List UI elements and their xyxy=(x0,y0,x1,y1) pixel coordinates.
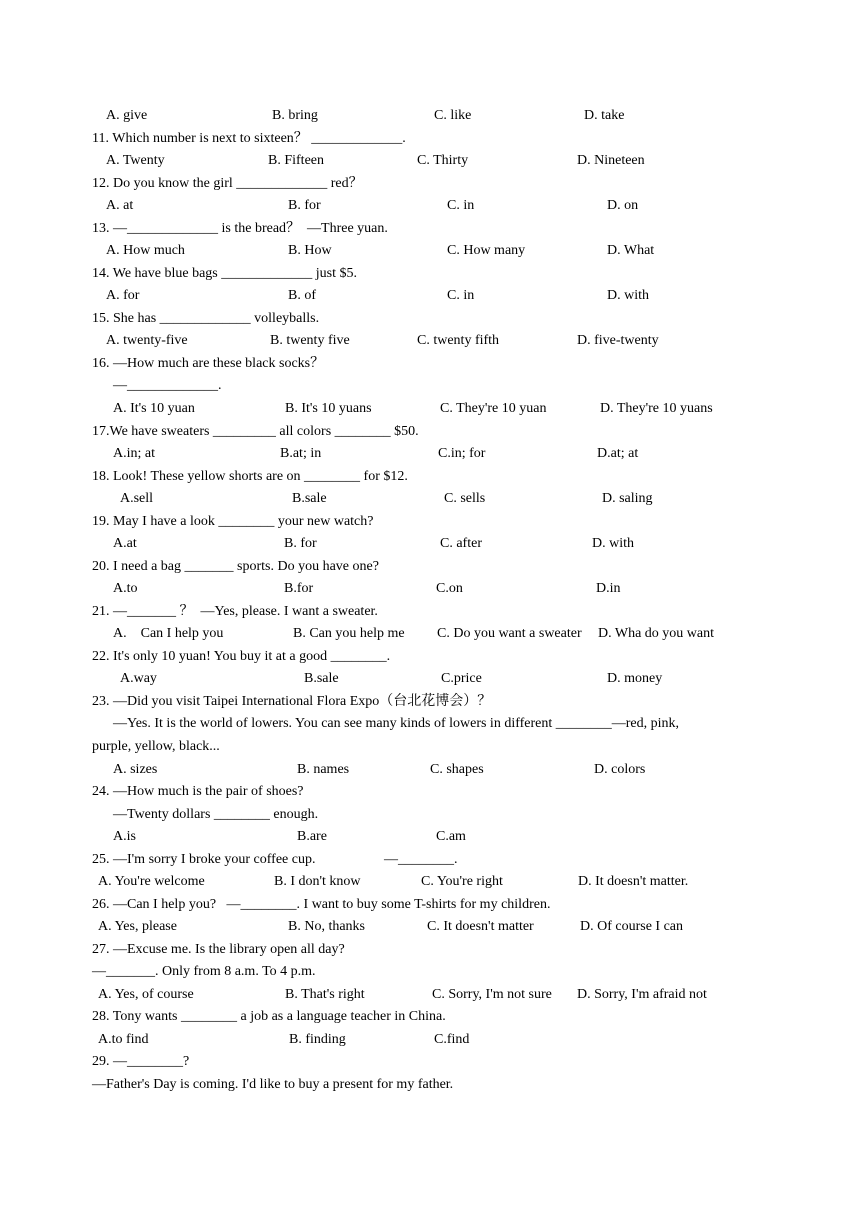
text-segment: 20. I need a bag _______ sports. Do you have one? xyxy=(92,559,379,574)
text-segment: 25. —I'm sorry I broke your coffee cup. xyxy=(92,852,316,867)
answer-option: D. on xyxy=(607,198,639,213)
answer-option: D. Of course I can xyxy=(580,919,684,934)
answer-option: B. of xyxy=(288,288,316,303)
answer-option: C.on xyxy=(436,581,463,596)
answer-option: D. saling xyxy=(602,491,653,506)
answer-option: A. Yes, please xyxy=(98,919,177,934)
answer-option: A. It's 10 yuan xyxy=(113,401,195,416)
answer-option: C. like xyxy=(434,108,472,123)
text-segment: 28. Tony wants ________ a job as a language teacher in China. xyxy=(92,1009,446,1024)
text-segment: 17.We have sweaters _________ all colors ________ $50. xyxy=(92,424,419,439)
answer-option: A. twenty-five xyxy=(106,333,188,348)
text-segment: 21. —_______ ？ —Yes, please. I want a sweater. xyxy=(92,604,378,619)
text-segment: 18. Look! These yellow shorts are on ________ for $12. xyxy=(92,469,408,484)
answer-option: A.sell xyxy=(120,491,154,506)
answer-option: D. five-twenty xyxy=(577,333,659,348)
answer-option: C. They're 10 yuan xyxy=(440,401,547,416)
text-segment: 13. —_____________ is the bread？ —Three yuan. xyxy=(92,221,388,236)
answer-option: C. in xyxy=(447,198,475,213)
answer-option: A.to find xyxy=(98,1032,149,1047)
answer-option: A. for xyxy=(106,288,140,303)
answer-option: B. It's 10 yuans xyxy=(285,401,372,416)
answer-option: B. for xyxy=(288,198,321,213)
text-segment: 15. She has _____________ volleyballs. xyxy=(92,311,320,326)
text-segment: —Yes. It is the world of lowers. You can see many kinds of lowers in different ________—red, pink, xyxy=(113,716,680,731)
answer-option: D. Wha do you want xyxy=(598,626,714,641)
answer-option: A. Twenty xyxy=(106,153,165,168)
answer-option: B.sale xyxy=(292,491,327,506)
answer-option: C. Sorry, I'm not sure xyxy=(432,987,552,1002)
answer-option: C. You're right xyxy=(421,874,503,889)
answer-option: A.is xyxy=(113,829,136,844)
text-segment: 12. Do you know the girl _____________ red？ xyxy=(92,176,363,191)
text-segment: purple, yellow, black... xyxy=(92,739,220,754)
answer-option: A.in; at xyxy=(113,446,155,461)
text-segment: 16. —How much are these black socks？ xyxy=(92,356,325,371)
text-segment: —_______. Only from 8 a.m. To 4 p.m. xyxy=(92,964,316,979)
answer-option: D.in xyxy=(596,581,621,596)
answer-option: B. How xyxy=(288,243,332,258)
text-segment: 11. Which number is next to sixteen？ _____________. xyxy=(92,131,406,146)
answer-option: A. How much xyxy=(106,243,185,258)
answer-option: B.sale xyxy=(304,671,339,686)
text-segment: —_____________. xyxy=(113,378,222,393)
answer-option: D. What xyxy=(607,243,655,258)
answer-option: A.to xyxy=(113,581,138,596)
answer-option: C. shapes xyxy=(430,762,484,777)
answer-option: A. Yes, of course xyxy=(98,987,194,1002)
answer-option: B.at; in xyxy=(280,446,322,461)
answer-option: C.find xyxy=(434,1032,470,1047)
answer-option: C. How many xyxy=(447,243,526,258)
answer-option: B. Can you help me xyxy=(293,626,405,641)
text-segment: 22. It's only 10 yuan! You buy it at a good ________. xyxy=(92,649,391,664)
answer-option: D.at; at xyxy=(597,446,639,461)
answer-option: D. money xyxy=(607,671,663,686)
text-segment: 27. —Excuse me. Is the library open all day? xyxy=(92,942,345,957)
answer-option: B.for xyxy=(284,581,314,596)
answer-option: B. names xyxy=(297,762,350,777)
text-segment: 26. —Can I help you? —________. I want to buy some T-shirts for my children. xyxy=(92,897,551,912)
answer-option: D. Sorry, I'm afraid not xyxy=(577,987,707,1002)
answer-option: D. colors xyxy=(594,762,646,777)
answer-option: C. Do you want a sweater xyxy=(437,626,582,641)
answer-option: D. It doesn't matter. xyxy=(578,874,689,889)
answer-option: C.in; for xyxy=(438,446,486,461)
answer-option: B.are xyxy=(297,829,327,844)
answer-option: D. with xyxy=(607,288,649,303)
answer-option: B. bring xyxy=(272,108,318,123)
text-segment: —________. xyxy=(384,852,458,867)
answer-option: A. give xyxy=(106,108,148,123)
answer-option: C.am xyxy=(436,829,466,844)
text-segment: 29. —________? xyxy=(92,1054,190,1069)
answer-option: C.price xyxy=(441,671,482,686)
text-segment: 14. We have blue bags _____________ just $5. xyxy=(92,266,357,281)
answer-option: C. in xyxy=(447,288,475,303)
answer-option: A.way xyxy=(120,671,157,686)
text-segment: —Father's Day is coming. I'd like to buy a present for my father. xyxy=(92,1077,454,1092)
answer-option: A. You're welcome xyxy=(98,874,205,889)
answer-option: B. twenty five xyxy=(270,333,350,348)
answer-option: B. I don't know xyxy=(274,874,361,889)
answer-option: A. at xyxy=(106,198,134,213)
answer-option: D. Nineteen xyxy=(577,153,645,168)
text-segment: 24. —How much is the pair of shoes? xyxy=(92,784,304,799)
answer-option: C. after xyxy=(440,536,482,551)
text-segment: —Twenty dollars ________ enough. xyxy=(113,807,319,822)
text-segment: 23. —Did you visit Taipei International Flora Expo（台北花博会）？ xyxy=(92,694,492,709)
answer-option: C. twenty fifth xyxy=(417,333,500,348)
answer-option: D. take xyxy=(584,108,625,123)
answer-option: B. finding xyxy=(289,1032,346,1047)
answer-option: D. with xyxy=(592,536,634,551)
answer-option: C. sells xyxy=(444,491,486,506)
answer-option: B. No, thanks xyxy=(288,919,365,934)
answer-option: C. Thirty xyxy=(417,153,469,168)
answer-option: B. for xyxy=(284,536,317,551)
answer-option: A.at xyxy=(113,536,137,551)
answer-option: A. sizes xyxy=(113,762,158,777)
answer-option: C. It doesn't matter xyxy=(427,919,534,934)
text-segment: 19. May I have a look ________ your new watch? xyxy=(92,514,374,529)
answer-option: B. That's right xyxy=(285,987,365,1002)
answer-option: B. Fifteen xyxy=(268,153,324,168)
answer-option: A. Can I help you xyxy=(113,626,224,641)
answer-option: D. They're 10 yuans xyxy=(600,401,713,416)
